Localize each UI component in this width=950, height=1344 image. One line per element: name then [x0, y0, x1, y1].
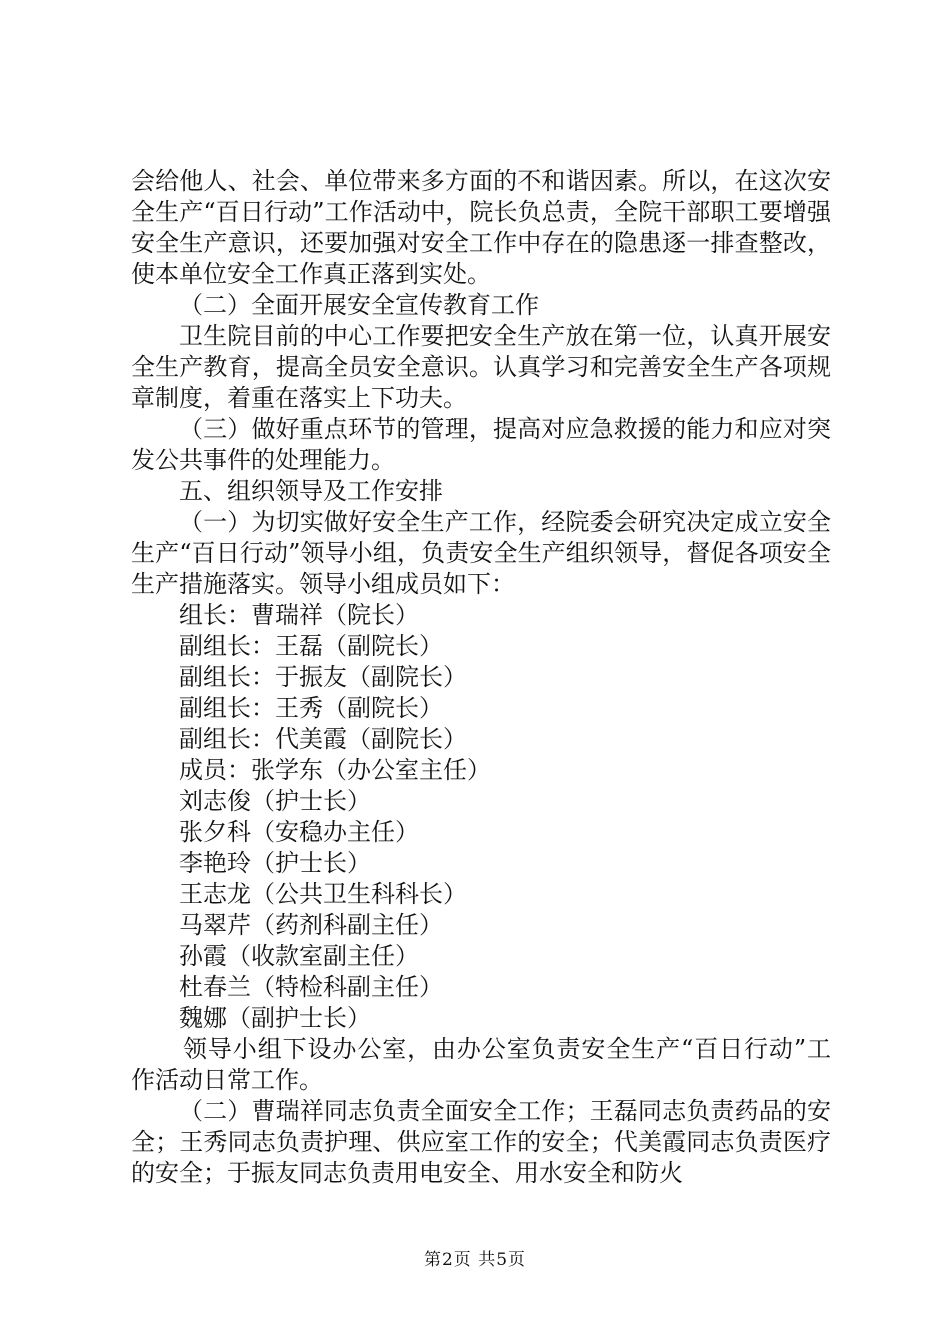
paragraph-leadership-group: （一）为切实做好安全生产工作，经院委会研究决定成立安全生产“百日行动”领导小组，负责安全生产组织领导，督促各项安全生产措施落实。领导小组成员如下：	[131, 508, 831, 598]
list-item: 杜春兰（特检科副主任）	[179, 973, 443, 1001]
list-item: 马翠芹（药剂科副主任）	[179, 911, 443, 939]
section-heading-5: 五、组织领导及工作安排	[179, 477, 443, 505]
section-heading-2: （二）全面开展安全宣传教育工作	[179, 291, 539, 319]
list-item: 刘志俊（护士长）	[179, 787, 371, 815]
list-item: 组长：曹瑞祥（院长）	[179, 601, 419, 629]
paragraph-intro: 会给他人、社会、单位带来多方面的不和谐因素。所以，在这次安全生产“百日行动”工作活动中，院长负总责，全院干部职工要增强安全生产意识，还要加强对安全工作中存在的隐患逐一排查整改，使本单位安全工作真正落到实处。	[131, 167, 831, 288]
list-item: 王志龙（公共卫生科科长）	[179, 880, 467, 908]
list-item: 副组长：王秀（副院长）	[179, 694, 443, 722]
list-item: 成员：张学东（办公室主任）	[179, 756, 491, 784]
list-item: 副组长：代美霞（副院长）	[179, 725, 467, 753]
list-item: 副组长：于振友（副院长）	[179, 663, 467, 691]
list-item: 李艳玲（护士长）	[179, 849, 371, 877]
list-item: 副组长：王磊（副院长）	[179, 632, 443, 660]
list-item: 孙霞（收款室副主任）	[179, 942, 419, 970]
document-body	[131, 166, 831, 1189]
paragraph-key-links: （三）做好重点环节的管理，提高对应急救援的能力和应对突发公共事件的处理能力。	[131, 415, 831, 474]
member-list	[131, 600, 831, 1034]
paragraph-responsibilities: （二）曹瑞祥同志负责全面安全工作；王磊同志负责药品的安全；王秀同志负责护理、供应室工作的安全；代美霞同志负责医疗的安全；于振友同志负责用电安全、用水安全和防火	[131, 1097, 831, 1187]
paragraph-office: 领导小组下设办公室，由办公室负责安全生产“百日行动”工作活动日常工作。	[131, 1035, 831, 1094]
page-number-footer: 第2页 共5页	[423, 1250, 527, 1270]
list-item: 张夕科（安稳办主任）	[179, 818, 419, 846]
list-item: 魏娜（副护士长）	[179, 1004, 371, 1032]
paragraph-education: 卫生院目前的中心工作要把安全生产放在第一位，认真开展安全生产教育，提高全员安全意识。认真学习和完善安全生产各项规章制度，着重在落实上下功夫。	[131, 322, 831, 412]
